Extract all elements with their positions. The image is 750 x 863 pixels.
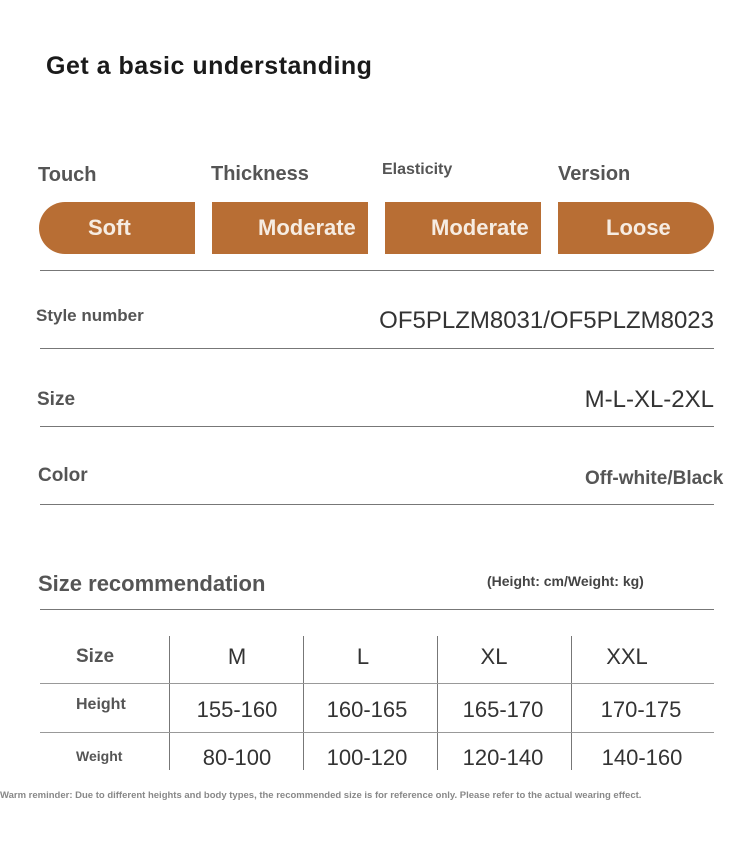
attr-value-thickness-text: Moderate [258,215,356,240]
attr-label-version: Version [558,163,631,185]
table-row-label-height: Height [76,696,126,713]
divider [40,348,714,349]
attr-value-elasticity-text: Moderate [431,215,529,240]
divider [40,504,714,505]
attr-value-elasticity [385,202,541,254]
attr-value-thickness [212,202,368,254]
attr-value-version-text: Loose [606,215,671,240]
attr-value-touch-text: Soft [88,215,131,240]
divider [40,609,714,610]
attr-value-version [558,202,714,254]
color-label: Color [38,465,88,486]
page-title: Get a basic understanding [46,52,373,80]
table-header-m: M [227,644,247,669]
size-label: Size [37,389,76,410]
style-number-value: OF5PLZM8031/OF5PLZM8023 [379,307,714,334]
divider [40,426,714,427]
table-cell: 140-160 [601,745,683,770]
table-header-l: L [356,644,370,669]
table-cell: 120-140 [462,745,544,770]
warm-reminder: Warm reminder: Due to different heights and body types, the recommended size is for reference only. Please refer to the actual wearing effect. [0,790,642,801]
table-row-label-weight: Weight [76,748,123,764]
table-header-xxl: XXL [606,644,648,669]
table-header-xl: XL [480,644,508,669]
table-header-size: Size [76,646,115,667]
attr-value-touch [39,202,195,254]
table-cell: 160-165 [326,697,408,722]
table-cell: 100-120 [326,745,408,770]
units-note: (Height: cm/Weight: kg) [487,573,644,589]
table-cell: 165-170 [462,697,544,722]
attr-label-touch: Touch [38,164,97,186]
attr-label-thickness: Thickness [211,163,309,185]
style-number-label: Style number [36,306,144,325]
size-value: M-L-XL-2XL [584,386,714,413]
color-value: Off-white/Black [585,468,724,489]
table-row-divider [40,683,714,684]
size-recommendation-title: Size recommendation [38,571,266,596]
table-cell: 80-100 [202,745,272,770]
table-cell: 170-175 [600,697,682,722]
divider [40,270,714,271]
attr-label-elasticity: Elasticity [382,161,453,178]
reminder-clip [0,790,750,810]
table-row-divider [40,732,714,733]
table-cell: 155-160 [196,697,278,722]
